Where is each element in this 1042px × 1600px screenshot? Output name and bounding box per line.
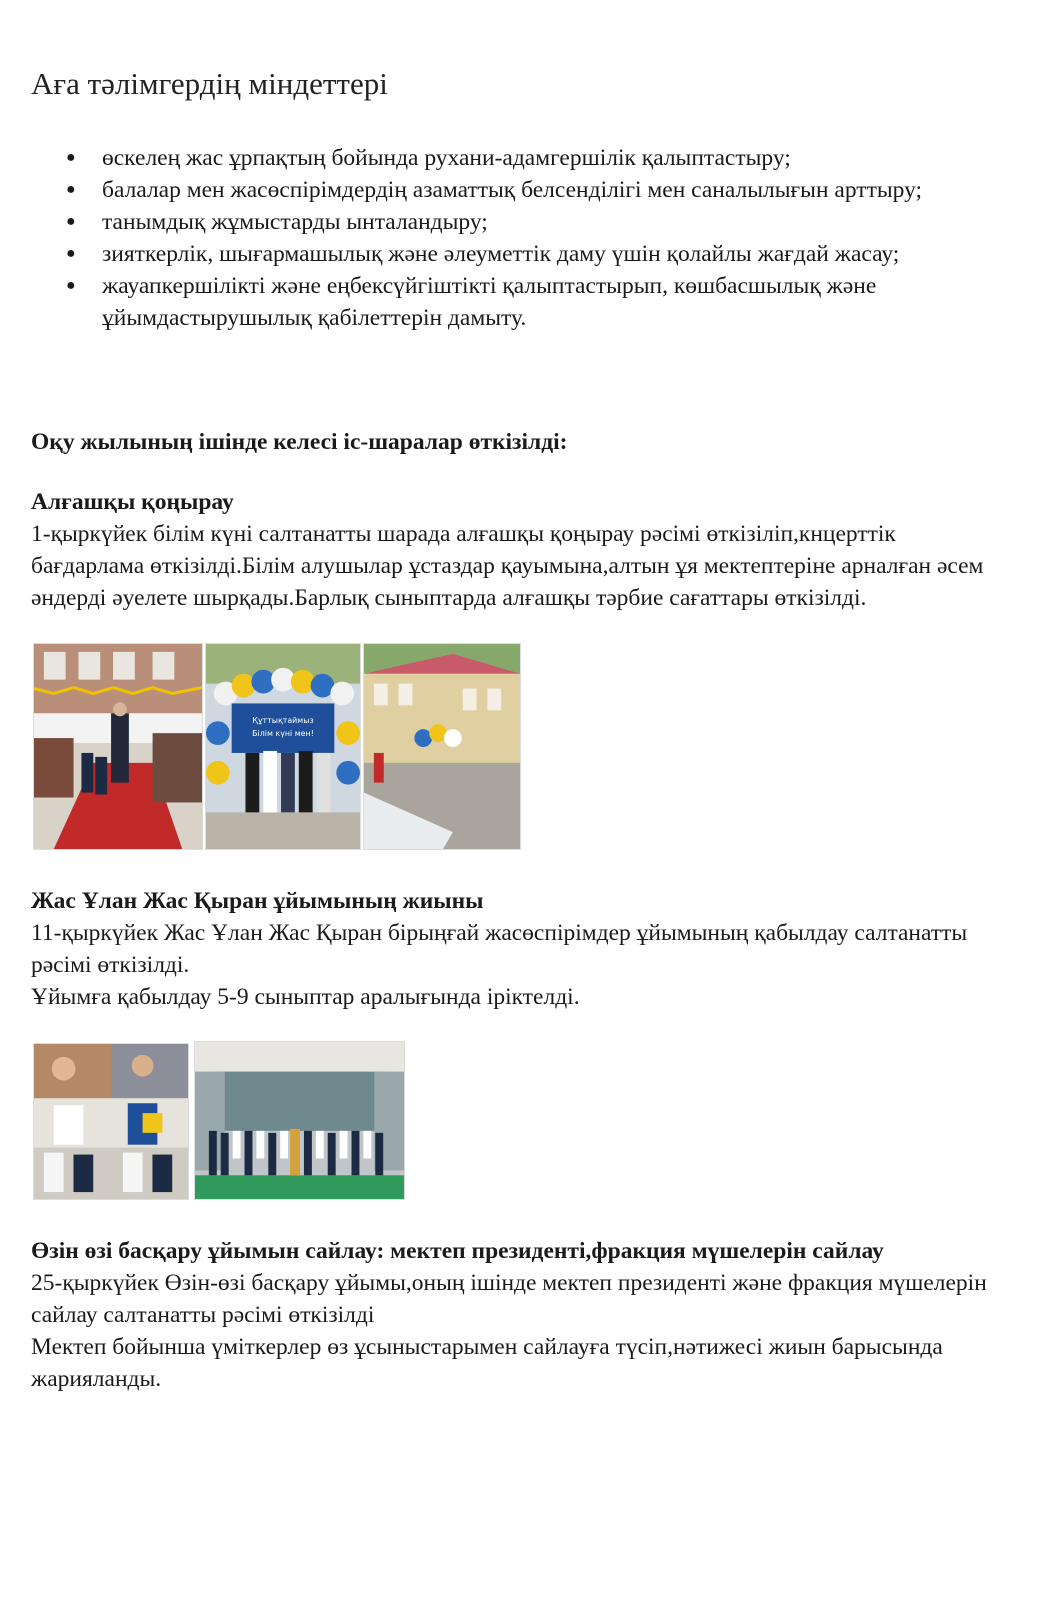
event-text: 1-қыркүйек білім күні салтанатты шарада алғашқы қоңырау рәсімі өткізіліп,кнцерттік бағдарлама өткізілді.Білім алушылар ұстаздар қауымына,алтын ұя мектептеріне арналған әсем әндерді әуелете шырқады.Барлық сыныптарда алғашқы тәрбие сағаттары өткізілді. <box>31 521 984 611</box>
duties-list <box>66 142 966 334</box>
event-self-government <box>31 1235 991 1395</box>
bullet-icon: ● <box>66 245 76 262</box>
list-item: ● балалар мен жасөспірімдердің азаматтық белсенділігі мен саналылығын арттыру; <box>66 174 966 206</box>
photo-jas-ulan-group <box>194 1041 405 1200</box>
list-item: ● өскелең жас ұрпақтың бойында рухани-адамгершілік қалыптастыру; <box>66 142 966 174</box>
list-item: ● жауапкершілікті және еңбексүйгіштікті қалыптастырып, көшбасшылық және ұйымдастырушылық қабілеттерін дамыту. <box>66 270 966 334</box>
event-jas-ulan <box>31 885 991 1013</box>
photo-jas-ulan-collage <box>33 1043 189 1200</box>
list-item: ● танымдық жұмыстарды ынталандыру; <box>66 206 966 238</box>
event-heading: Өзін өзі басқару ұйымын сайлау: мектеп президенті,фракция мүшелерін сайлау <box>31 1238 884 1264</box>
bullet-icon: ● <box>66 149 76 166</box>
bullet-icon: ● <box>66 213 76 230</box>
photo-banner-text: Білім күні мен! <box>252 729 314 739</box>
event-text: Ұйымға қабылдау 5-9 сыныптар аралығында іріктелді. <box>31 984 580 1010</box>
photo-first-bell-ceremony <box>33 643 203 850</box>
event-text: 11-қыркүйек Жас Ұлан Жас Қыран бірыңғай жасөспірімдер ұйымының қабылдау салтанатты рәсімі өткізілді. <box>31 920 968 978</box>
event-text: 25-қыркүйек Өзін-өзі басқару ұйымы,оның ішінде мектеп президенті және фракция мүшелерін сайлау салтанатты рәсімі өткізілді <box>31 1270 987 1328</box>
event-first-bell <box>31 486 991 614</box>
photo-first-bell-balloons <box>205 643 361 850</box>
bullet-icon: ● <box>66 277 76 294</box>
photo-banner-text: Құттықтаймыз <box>252 716 314 726</box>
page-title: Аға тәлімгердің міндеттері <box>31 66 388 101</box>
event-heading: Жас Ұлан Жас Қыран ұйымының жиыны <box>31 888 484 914</box>
photo-first-bell-school <box>363 643 521 850</box>
bullet-icon: ● <box>66 181 76 198</box>
event-text: Мектеп бойынша үміткерлер өз ұсыныстарымен сайлауға түсіп,нәтижесі жиын барысында жарияланды. <box>31 1334 943 1392</box>
events-heading: Оқу жылының ішінде келесі іс-шаралар өткізілді: <box>31 429 568 455</box>
event-heading: Алғашқы қоңырау <box>31 489 234 515</box>
list-item: ● зияткерлік, шығармашылық және әлеуметтік даму үшін қолайлы жағдай жасау; <box>66 238 966 270</box>
